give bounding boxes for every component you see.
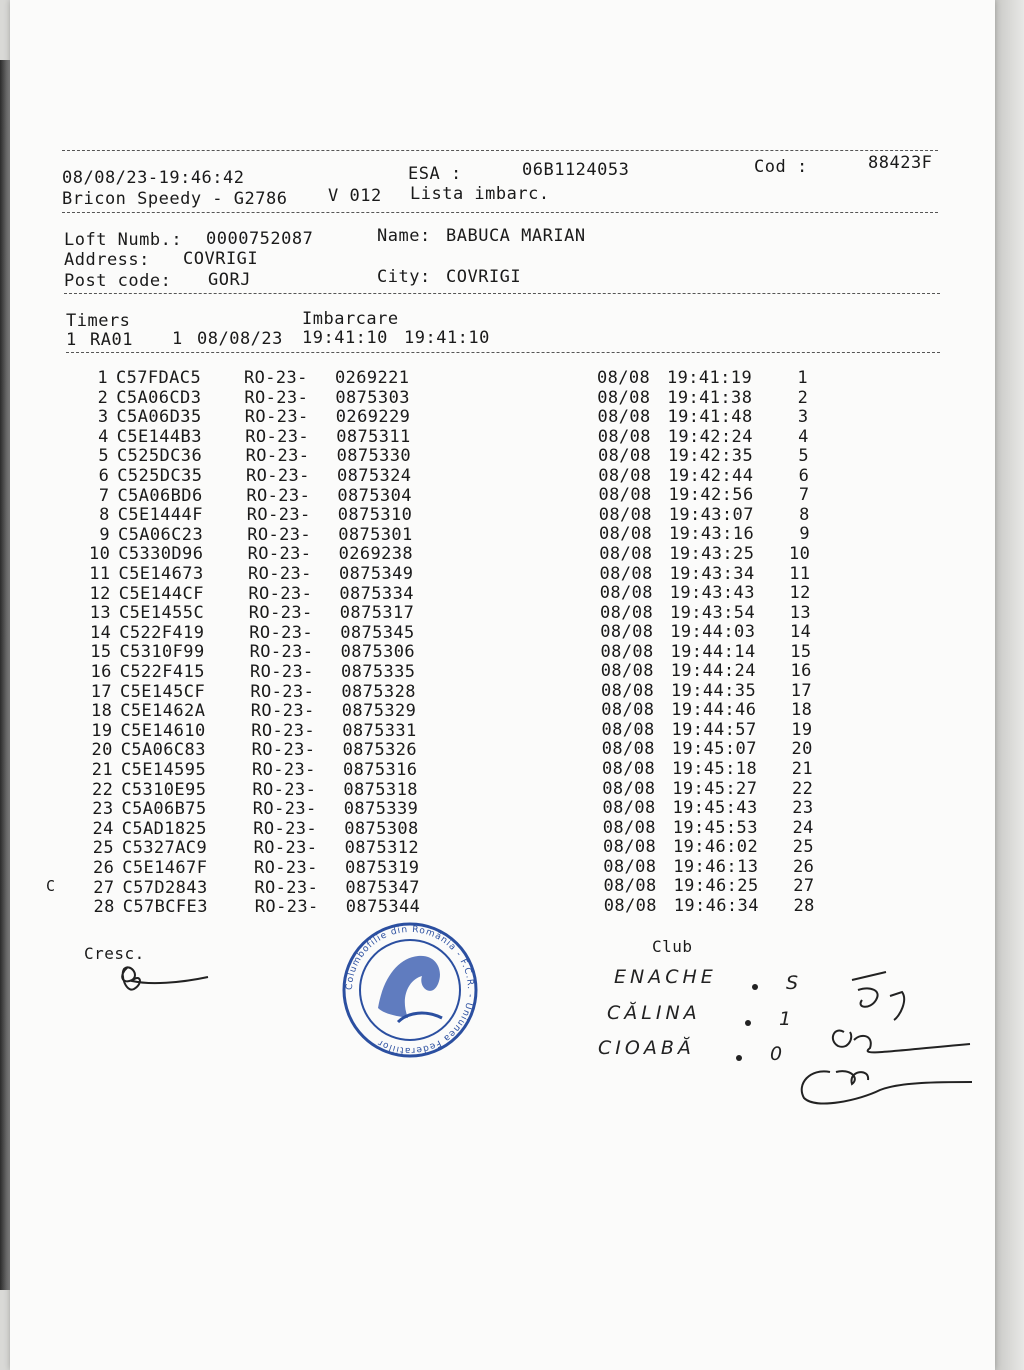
bird-date: 08/08 (599, 583, 653, 604)
bird-order: 22 (791, 778, 814, 799)
bird-ring-number: 0875326 (342, 740, 418, 761)
bird-ring-prefix: RO-23- (248, 603, 313, 624)
bird-chip-id: C5A06BD6 (117, 485, 203, 506)
address-label: Address: (64, 250, 150, 270)
bird-ring-prefix: RO-23- (245, 446, 310, 467)
bird-date: 08/08 (600, 641, 654, 662)
bird-ring-number: 0875347 (345, 877, 420, 898)
bird-order: 10 (788, 543, 811, 564)
bird-row (0, 584, 1024, 604)
bird-row (0, 799, 1024, 819)
bird-row (0, 858, 1024, 878)
bird-ring-prefix: RO-23- (245, 426, 309, 447)
bird-chip-id: C5E14595 (121, 760, 207, 780)
margin-mark: C (46, 877, 56, 895)
handwritten-separator-dot (745, 1020, 751, 1026)
bird-row (0, 466, 1024, 486)
bird-date: 08/08 (599, 524, 653, 545)
timer-index: 1 (66, 330, 77, 350)
bird-order: 28 (793, 895, 815, 916)
bird-chip-id: C57FDAC5 (116, 368, 202, 388)
bird-time: 19:44:46 (671, 700, 757, 721)
bird-time: 19:46:25 (673, 876, 759, 897)
bird-chip-id: C5A06C83 (120, 740, 206, 761)
city-value: COVRIGI (446, 267, 522, 287)
postcode-label: Post code: (64, 271, 172, 291)
bird-ring-number: 0269229 (335, 407, 411, 428)
city-label: City: (377, 267, 431, 287)
bird-time: 19:41:38 (667, 387, 753, 408)
cod-value: 88423F (868, 153, 933, 173)
bird-ring-number: 0875312 (344, 838, 420, 859)
bird-ring-number: 0875311 (336, 426, 411, 447)
bird-index: 2 (97, 387, 109, 408)
bird-time: 19:43:34 (669, 563, 755, 584)
bird-time: 19:46:13 (673, 856, 759, 877)
bird-ring-prefix: RO-23- (248, 564, 312, 584)
bird-chip-id: C5E145CF (120, 681, 206, 702)
bird-date: 08/08 (600, 661, 654, 682)
bird-index: 18 (90, 701, 113, 722)
name-value: BABUCA MARIAN (446, 226, 586, 246)
bird-row (0, 368, 1024, 388)
bird-time: 19:42:35 (668, 446, 754, 467)
bird-ring-number: 0875310 (337, 505, 413, 526)
bird-index: 20 (91, 740, 113, 761)
dashed-separator (62, 150, 938, 151)
bird-order: 12 (789, 583, 811, 604)
stamp-text: Columbofilie din România - F.C.R. - Uniunea Federatiilor (344, 924, 476, 1056)
cresc-label: Cresc. (84, 944, 145, 963)
bird-time: 19:46:02 (673, 837, 759, 858)
bird-ring-number: 0875334 (339, 583, 414, 604)
timers-label: Timers (66, 311, 131, 331)
bird-ring-number: 0875324 (337, 466, 412, 486)
bird-row (0, 486, 1024, 506)
bird-order: 7 (798, 485, 810, 506)
bird-time: 19:44:03 (670, 622, 756, 643)
svg-text:Columbofilie din România - F.C (345, 925, 475, 1055)
bird-ring-prefix: RO-23- (249, 642, 314, 663)
bird-row (0, 878, 1024, 898)
bird-index: 3 (97, 407, 109, 428)
bird-date: 08/08 (597, 387, 651, 408)
bird-date: 08/08 (603, 856, 657, 877)
bird-time: 19:45:18 (672, 759, 758, 779)
bird-order: 23 (792, 798, 814, 819)
bird-ring-number: 0269221 (335, 368, 410, 388)
bird-row (0, 701, 1024, 721)
bird-order: 19 (791, 719, 813, 740)
device-version: V 012 (328, 186, 382, 206)
bird-ring-prefix: RO-23- (254, 877, 319, 898)
bird-time: 19:43:54 (670, 602, 756, 623)
bird-index: 28 (93, 897, 115, 918)
print-datetime: 08/08/23-19:46:42 (62, 168, 245, 188)
bird-ring-prefix: RO-23- (251, 740, 316, 761)
bird-chip-id: C522F415 (119, 662, 205, 682)
loft-value: 0000752087 (206, 229, 314, 249)
handwritten-name: CĂLINA (607, 1002, 701, 1024)
bird-row (0, 721, 1024, 741)
bird-time: 19:42:56 (668, 485, 754, 506)
postcode-value: GORJ (208, 270, 251, 290)
bird-time: 19:45:27 (672, 778, 758, 799)
club-stamp (338, 918, 482, 1060)
bird-time: 19:42:24 (667, 426, 753, 447)
bird-row (0, 603, 1024, 623)
bird-date: 08/08 (603, 876, 657, 897)
bird-date: 08/08 (602, 759, 656, 779)
bird-date: 08/08 (598, 504, 652, 525)
bird-index: 11 (89, 564, 111, 584)
bird-index: 14 (89, 622, 112, 643)
bird-date: 08/08 (600, 622, 654, 643)
bird-chip-id: C57D2843 (122, 877, 208, 898)
bird-chip-id: C5A06CD3 (116, 387, 202, 408)
bird-ring-number: 0875344 (345, 897, 421, 918)
bird-index: 15 (90, 642, 112, 663)
bird-time: 19:41:19 (667, 368, 753, 388)
bird-ring-number: 0875345 (340, 622, 415, 643)
bird-ring-prefix: RO-23- (254, 897, 319, 918)
bird-index: 12 (89, 583, 111, 604)
bird-date: 08/08 (602, 817, 656, 838)
bird-time: 19:44:35 (671, 680, 757, 701)
bird-chip-id: C5E1444F (117, 505, 203, 526)
handwritten-separator-dot (736, 1055, 742, 1061)
bird-ring-number: 0875328 (341, 681, 416, 702)
timer-date: 08/08/23 (197, 329, 283, 349)
bird-ring-number: 0875306 (340, 642, 416, 663)
bird-chip-id: C5310E95 (121, 779, 207, 800)
bird-ring-prefix: RO-23- (254, 858, 318, 878)
bird-row (0, 388, 1024, 408)
bird-date: 08/08 (602, 798, 656, 819)
bird-index: 5 (98, 446, 109, 467)
bird-order: 25 (792, 837, 814, 858)
dashed-separator (66, 352, 940, 353)
bird-ring-prefix: RO-23- (250, 681, 315, 702)
bird-order: 6 (798, 465, 810, 486)
bird-time: 19:44:57 (671, 719, 757, 740)
bird-time: 19:45:53 (672, 817, 758, 838)
bird-chip-id: C525DC36 (117, 446, 203, 467)
bird-row (0, 564, 1024, 584)
esa-value: 06B1124053 (522, 160, 630, 180)
bird-ring-number: 0875318 (343, 779, 418, 800)
timer-id: RA01 (90, 330, 133, 350)
bird-date: 08/08 (599, 543, 653, 564)
bird-date: 08/08 (599, 563, 653, 584)
bird-ring-number: 0875330 (336, 446, 412, 467)
bird-ring-number: 0875319 (345, 858, 420, 878)
bird-ring-prefix: RO-23- (250, 701, 315, 722)
bird-chip-id: C5327AC9 (122, 838, 208, 859)
bird-date: 08/08 (597, 426, 651, 447)
club-label: Club (652, 937, 693, 956)
bird-ring-prefix: RO-23- (247, 544, 312, 565)
bird-ring-number: 0875331 (342, 720, 417, 741)
bird-index: 21 (91, 760, 113, 780)
bird-date: 08/08 (603, 895, 657, 916)
bird-index: 8 (99, 505, 110, 526)
bird-ring-prefix: RO-23- (250, 662, 314, 682)
bird-row (0, 642, 1024, 662)
club-signatures (790, 960, 980, 1120)
bird-ring-prefix: RO-23- (252, 799, 317, 820)
bird-row (0, 544, 1024, 564)
bird-ring-number: 0875304 (337, 485, 412, 506)
bird-row (0, 662, 1024, 682)
bird-index: 25 (92, 838, 114, 859)
bird-index: 26 (92, 858, 115, 878)
bird-index: 27 (93, 877, 115, 898)
bird-ring-number: 0875349 (339, 564, 414, 584)
bird-date: 08/08 (598, 446, 652, 467)
bird-order: 13 (789, 602, 811, 623)
loft-label: Loft Numb.: (64, 230, 183, 250)
bird-index: 19 (91, 720, 113, 741)
bird-time: 19:46:34 (673, 895, 759, 916)
bird-time: 19:44:24 (670, 661, 756, 682)
bird-index: 9 (99, 524, 110, 545)
bird-time: 19:43:16 (669, 524, 755, 545)
bird-row (0, 623, 1024, 643)
bird-date: 08/08 (601, 680, 655, 701)
bird-order: 16 (790, 661, 812, 682)
bird-row (0, 427, 1024, 447)
bird-date: 08/08 (603, 837, 657, 858)
bird-row (0, 897, 1024, 917)
bird-ring-number: 0269238 (338, 544, 414, 565)
bird-ring-prefix: RO-23- (246, 466, 310, 486)
bird-ring-number: 0875301 (338, 524, 413, 545)
bird-order: 14 (789, 622, 812, 643)
bird-ring-number: 0875317 (339, 603, 415, 624)
bird-index: 10 (88, 544, 111, 565)
bird-chip-id: C5E14610 (120, 720, 206, 741)
timer-time-end: 19:41:10 (404, 328, 490, 348)
bird-index: 22 (91, 779, 114, 800)
dashed-separator (62, 212, 938, 213)
bird-chip-id: C5A06C23 (118, 524, 204, 545)
bird-order: 24 (792, 817, 814, 838)
bird-row (0, 760, 1024, 780)
timer-time-start: 19:41:10 (302, 328, 388, 348)
bird-ring-prefix: RO-23- (249, 622, 313, 643)
cod-label: Cod : (754, 157, 808, 177)
bird-order: 4 (798, 426, 809, 447)
bird-order: 15 (790, 641, 812, 662)
bird-chip-id: C5A06D35 (116, 407, 202, 428)
bird-index: 13 (89, 603, 111, 624)
imbarcare-label: Imbarcare (302, 309, 399, 329)
bird-chip-id: C5E1462A (120, 701, 206, 722)
bird-ring-prefix: RO-23- (253, 818, 317, 839)
bird-time: 19:45:43 (672, 798, 758, 819)
bird-index: 23 (92, 799, 114, 820)
bird-order: 9 (799, 524, 810, 545)
bird-ring-prefix: RO-23- (246, 485, 311, 506)
bird-time: 19:43:43 (669, 583, 755, 604)
bird-index: 17 (90, 681, 112, 702)
bird-ring-number: 0875335 (341, 662, 416, 682)
handwritten-separator-dot (752, 984, 758, 990)
bird-chip-id: C5E144CF (118, 583, 204, 604)
bird-ring-number: 0875316 (343, 760, 418, 780)
bird-ring-number: 0875308 (344, 818, 419, 839)
bird-row (0, 780, 1024, 800)
bird-ring-prefix: RO-23- (244, 387, 309, 408)
bird-ring-prefix: RO-23- (252, 779, 317, 800)
bird-ring-prefix: RO-23- (253, 838, 318, 859)
dashed-separator (64, 293, 940, 294)
bird-ring-number: 0875339 (343, 799, 419, 820)
bird-date: 08/08 (598, 465, 652, 486)
handwritten-name: CIOABĂ (598, 1037, 695, 1059)
bird-time: 19:44:14 (670, 641, 756, 662)
bird-row (0, 525, 1024, 545)
bird-date: 08/08 (597, 368, 651, 388)
bird-row (0, 819, 1024, 839)
bird-ring-number: 0875303 (335, 387, 410, 408)
bird-ring-prefix: RO-23- (252, 760, 316, 780)
list-title: Lista imbarc. (410, 184, 550, 204)
bird-order: 5 (798, 446, 809, 467)
bird-row (0, 505, 1024, 525)
handwritten-value: 0 (770, 1043, 787, 1065)
handwritten-value: S (786, 972, 803, 994)
bird-chip-id: C525DC35 (117, 466, 203, 486)
bird-chip-id: C5E1467F (122, 858, 208, 878)
bird-time: 19:43:25 (669, 543, 755, 564)
bird-order: 2 (797, 387, 809, 408)
device-name: Bricon Speedy - G2786 (62, 189, 288, 209)
bird-chip-id: C522F419 (119, 622, 205, 643)
bird-ring-prefix: RO-23- (247, 524, 311, 545)
bird-time: 19:43:07 (668, 504, 754, 525)
bird-chip-id: C5E144B3 (116, 426, 202, 447)
bird-date: 08/08 (598, 485, 652, 506)
bird-time: 19:45:07 (671, 739, 757, 760)
bird-date: 08/08 (597, 407, 651, 428)
bird-date: 08/08 (600, 602, 654, 623)
bird-order: 11 (789, 563, 811, 584)
bird-date: 08/08 (601, 700, 655, 721)
bird-date: 08/08 (602, 778, 656, 799)
bird-order: 21 (791, 759, 813, 779)
bird-chip-id: C5310F99 (119, 642, 205, 663)
bird-row (0, 740, 1024, 760)
bird-order: 17 (790, 680, 812, 701)
timer-count: 1 (172, 329, 183, 349)
bird-order: 20 (791, 739, 813, 760)
bird-chip-id: C5A06B75 (121, 799, 207, 820)
bird-row (0, 446, 1024, 466)
bird-row (0, 407, 1024, 427)
name-label: Name: (377, 226, 431, 246)
bird-ring-prefix: RO-23- (244, 368, 308, 388)
bird-chip-id: C5E1455C (119, 603, 205, 624)
bird-order: 1 (797, 368, 808, 388)
bird-date: 08/08 (601, 719, 655, 740)
bird-order: 8 (799, 504, 810, 525)
esa-label: ESA : (408, 164, 462, 184)
bird-order: 26 (792, 856, 815, 877)
bird-ring-prefix: RO-23- (246, 505, 311, 526)
bird-row (0, 682, 1024, 702)
bird-date: 08/08 (601, 739, 655, 760)
bird-ring-number: 0875329 (341, 701, 417, 722)
bird-index: 7 (98, 485, 110, 506)
bird-chip-id: C57BCFE3 (122, 897, 208, 918)
bird-row (0, 838, 1024, 858)
handwritten-name: ENACHE (614, 966, 717, 988)
bird-order: 27 (793, 876, 815, 897)
bird-index: 16 (90, 662, 112, 682)
bird-index: 1 (97, 368, 108, 388)
bird-index: 6 (98, 466, 110, 486)
handwritten-value: 1 (779, 1008, 796, 1030)
bird-order: 3 (797, 407, 809, 428)
bird-index: 4 (98, 426, 109, 447)
bird-chip-id: C5E14673 (118, 564, 204, 584)
bird-chip-id: C5AD1825 (121, 818, 207, 839)
bird-ring-prefix: RO-23- (248, 583, 313, 604)
bird-time: 19:41:48 (667, 407, 753, 428)
bird-ring-prefix: RO-23- (251, 720, 315, 741)
bird-index: 24 (92, 818, 114, 839)
bird-chip-id: C5330D96 (118, 544, 204, 565)
breeder-signature (110, 955, 220, 1000)
address-value: COVRIGI (183, 249, 259, 269)
bird-time: 19:42:44 (668, 465, 754, 486)
bird-ring-prefix: RO-23- (244, 407, 309, 428)
bird-order: 18 (790, 700, 813, 721)
